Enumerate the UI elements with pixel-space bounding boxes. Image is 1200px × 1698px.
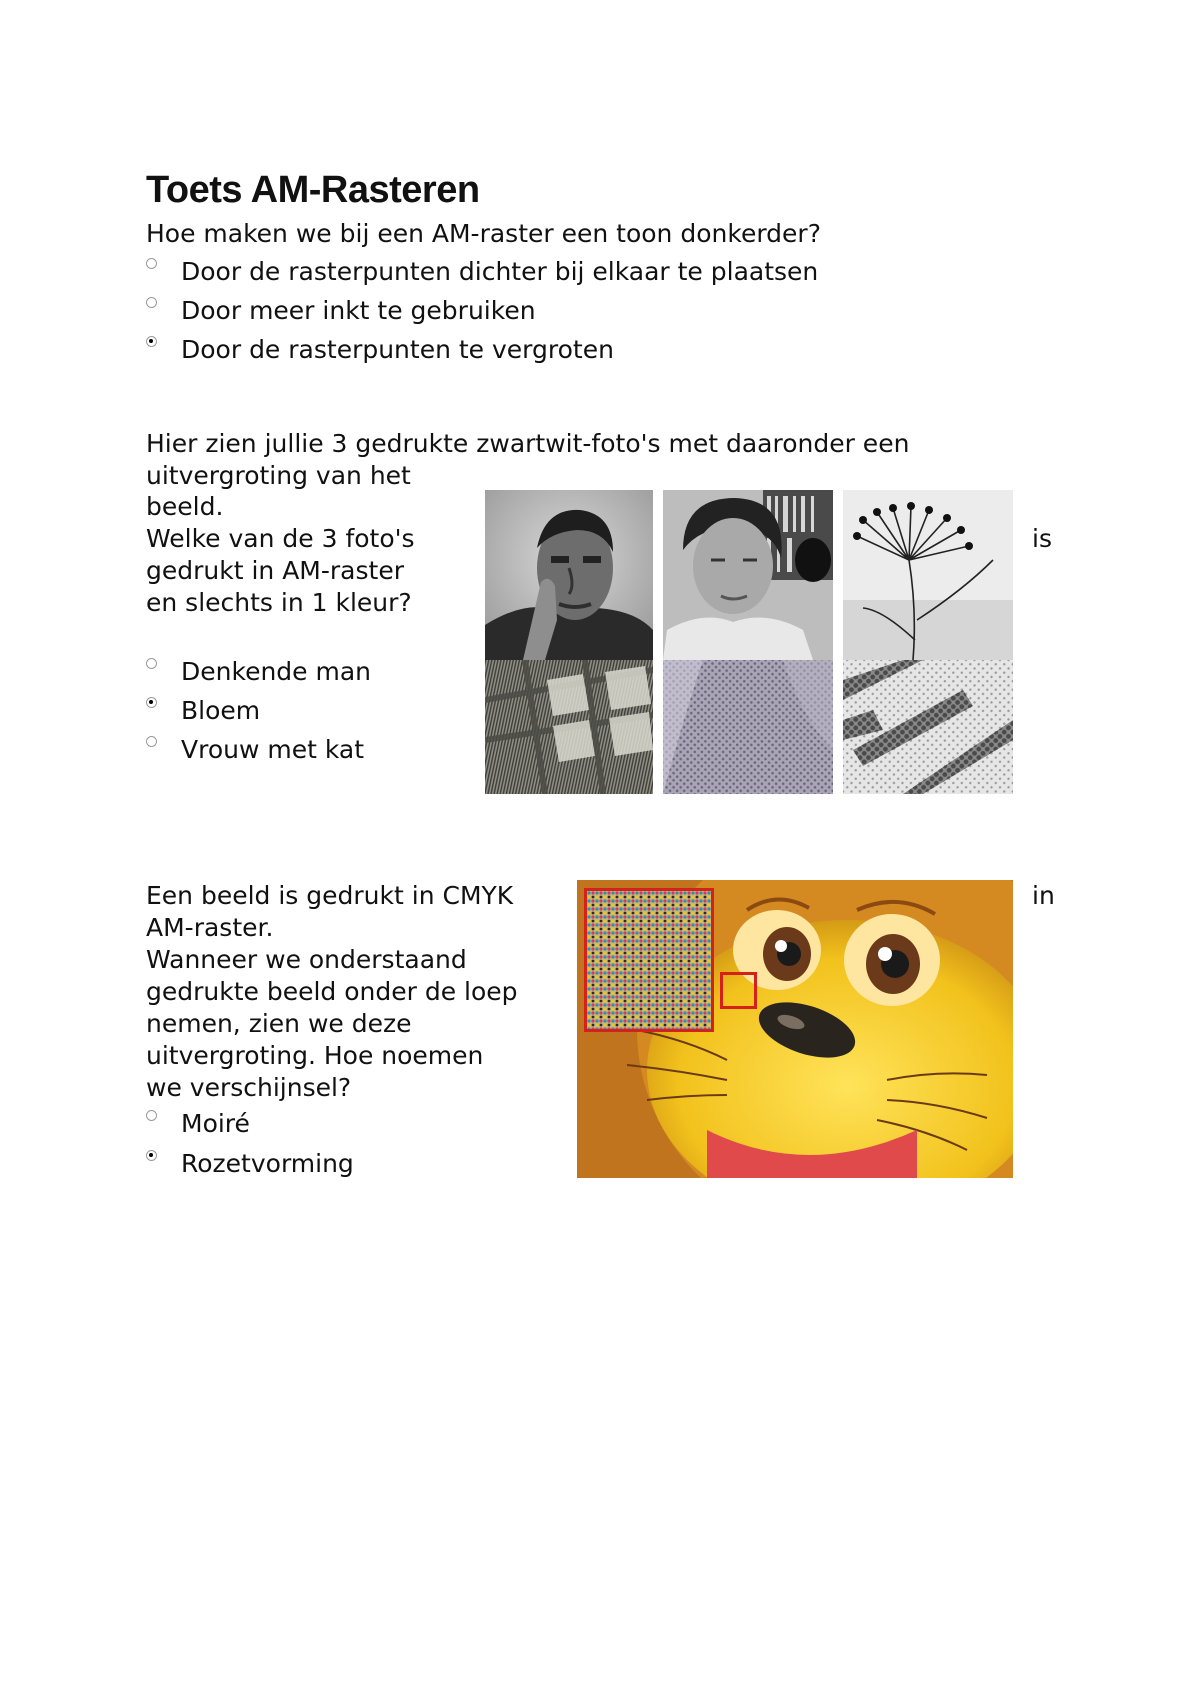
radio-button[interactable] — [146, 1110, 157, 1121]
radio-button-selected[interactable] — [146, 697, 157, 708]
magnified-rosette-inset — [584, 888, 714, 1032]
radio-button-selected[interactable] — [146, 336, 157, 347]
page-title: Toets AM-Rasteren — [146, 169, 480, 211]
q2-option-1-label: Denkende man — [181, 657, 372, 686]
question-2-line-3: beeld. — [146, 492, 224, 521]
q2-option-3[interactable] — [146, 734, 364, 766]
magnification-thinking-man — [485, 660, 653, 794]
question-2-line-5: gedrukt in AM-raster — [146, 556, 404, 585]
question-3-line-2: AM-raster. — [146, 913, 274, 942]
question-2-right-word: is — [1032, 524, 1052, 553]
question-3-line-5: nemen, zien we deze — [146, 1009, 412, 1038]
question-3-line-6: uitvergroting. Hoe noemen — [146, 1041, 484, 1070]
q2-option-3-label: Vrouw met kat — [181, 735, 365, 764]
q3-option-1[interactable] — [146, 1108, 250, 1140]
question-2-line-6: en slechts in 1 kleur? — [146, 588, 412, 617]
photo-woman-with-cat — [663, 490, 833, 660]
question-2-line-2: uitvergroting van het — [146, 461, 411, 490]
question-3-line-1: Een beeld is gedrukt in CMYK — [146, 881, 514, 910]
lion-cmyk-image — [577, 880, 1013, 1178]
radio-button[interactable] — [146, 658, 157, 669]
q2-option-2-label: Bloem — [181, 696, 261, 725]
q1-option-1-label: Door de rasterpunten dichter bij elkaar te plaatsen — [181, 257, 819, 286]
question-3-line-4: gedrukte beeld onder de loep — [146, 977, 518, 1006]
q2-option-1[interactable] — [146, 656, 371, 688]
q1-option-3[interactable] — [146, 334, 614, 366]
radio-button[interactable] — [146, 297, 157, 308]
question-3-line-3: Wanneer we onderstaand — [146, 945, 467, 974]
question-2-line-1: Hier zien jullie 3 gedrukte zwartwit-foto's met daaronder een — [146, 429, 910, 458]
radio-button[interactable] — [146, 736, 157, 747]
q3-option-2[interactable] — [146, 1148, 354, 1180]
photo-flower — [843, 490, 1013, 660]
q1-option-2-label: Door meer inkt te gebruiken — [181, 296, 536, 325]
question-1-text: Hoe maken we bij een AM-raster een toon donkerder? — [146, 219, 821, 248]
radio-button[interactable] — [146, 258, 157, 269]
q1-option-1[interactable] — [146, 256, 818, 288]
q3-option-2-label: Rozetvorming — [181, 1149, 354, 1178]
magnifier-selection-box — [720, 972, 757, 1009]
magnification-woman-with-cat — [663, 660, 833, 794]
q1-option-2[interactable] — [146, 295, 536, 327]
question-3-line-7: we verschijnsel? — [146, 1073, 352, 1102]
photo-thinking-man — [485, 490, 653, 660]
question-3-right-word: in — [1032, 881, 1055, 910]
q2-option-2[interactable] — [146, 695, 260, 727]
question-2-line-4: Welke van de 3 foto's — [146, 524, 415, 553]
magnification-flower — [843, 660, 1013, 794]
q3-option-1-label: Moiré — [181, 1109, 250, 1138]
q1-option-3-label: Door de rasterpunten te vergroten — [181, 335, 614, 364]
radio-button-selected[interactable] — [146, 1150, 157, 1161]
